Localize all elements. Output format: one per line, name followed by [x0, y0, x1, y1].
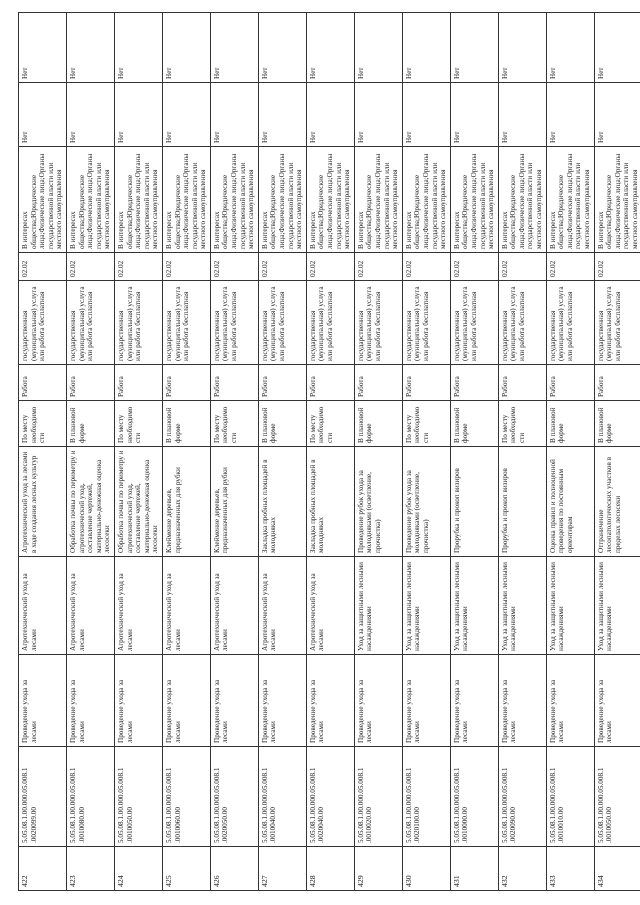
cell-type: Работа	[354, 365, 402, 401]
cell-pub: Нет	[594, 13, 640, 83]
cell-name: Проведение ухода за лесами	[258, 655, 306, 747]
cell-consumer: В интересах общества;Юридические лица;Физические лица;Органы государственной власти или местного самоуправления	[594, 147, 640, 253]
cell-num: 425	[162, 847, 210, 891]
cell-form: По месту необходимости	[114, 401, 162, 447]
cell-okved: 02.02	[450, 253, 498, 281]
cell-num: 433	[546, 847, 594, 891]
cell-paid: государственная (муниципальная) услуга или работа бесплатная	[258, 281, 306, 365]
cell-code: 5.05.08.1.00.000.05.008.1 .0010020.00	[354, 747, 402, 847]
cell-form: В плановой форме	[546, 401, 594, 447]
cell-kind: Агротехнический уход за лесами	[66, 557, 114, 655]
cell-okved: 02.02	[210, 253, 258, 281]
cell-num: 434	[594, 847, 640, 891]
cell-reg: Нет	[450, 83, 498, 147]
cell-paid: государственная (муниципальная) услуга или работа бесплатная	[210, 281, 258, 365]
cell-reg: Нет	[594, 83, 640, 147]
cell-pub: Нет	[162, 13, 210, 83]
table-row	[19, 13, 67, 891]
cell-paid: государственная (муниципальная) услуга или работа бесплатная	[162, 281, 210, 365]
cell-name: Проведение ухода за лесами	[546, 655, 594, 747]
cell-code: 5.05.08.1.00.000.05.008.1 .0010040.00	[258, 747, 306, 847]
cell-paid: государственная (муниципальная) услуга или работа бесплатная	[19, 281, 67, 365]
cell-consumer: В интересах общества;Юридические лица;Физические лица;Органы государственной власти или местного самоуправления	[66, 147, 114, 253]
cell-num: 422	[19, 847, 67, 891]
cell-form: По месту необходимости	[19, 401, 67, 447]
cell-content: Проведение рубок ухода за молодняками (осветление, прочистка)	[354, 447, 402, 557]
cell-code: 5.05.08.1.00.000.05.008.1 .0020100.00	[402, 747, 450, 847]
cell-form: По месту необходимости	[402, 401, 450, 447]
cell-form: По месту необходимости	[306, 401, 354, 447]
cell-pub: Нет	[546, 13, 594, 83]
cell-reg: Нет	[546, 83, 594, 147]
cell-paid: государственная (муниципальная) услуга или работа бесплатная	[114, 281, 162, 365]
cell-name: Проведение ухода за лесами	[498, 655, 546, 747]
cell-okved: 02.02	[19, 253, 67, 281]
cell-reg: Нет	[19, 83, 67, 147]
cell-paid: государственная (муниципальная) услуга или работа бесплатная	[402, 281, 450, 365]
cell-reg: Нет	[258, 83, 306, 147]
cell-content: Оценка правил и полноценной проведения по постоянным ориентирам	[546, 447, 594, 557]
cell-type: Работа	[594, 365, 640, 401]
cell-type: Работа	[450, 365, 498, 401]
cell-content: Закладка пробных площадей в молодняках	[258, 447, 306, 557]
cell-code: 5.05.08.1.00.000.05.008.1 .0020050.00	[210, 747, 258, 847]
cell-name: Проведение ухода за лесами	[19, 655, 67, 747]
cell-consumer: В интересах общества;Юридические лица;Физические лица;Органы государственной власти или местного самоуправления	[498, 147, 546, 253]
cell-name: Проведение ухода за лесами	[594, 655, 640, 747]
cell-kind: Уход за защитными лесными насаждениями	[402, 557, 450, 655]
cell-content: Агротехнический уход за лесами в ходе создания лесных культур	[19, 447, 67, 557]
cell-consumer: В интересах общества;Юридические лица;Физические лица;Органы государственной власти или местного самоуправления	[258, 147, 306, 253]
cell-content: Прорубка и прокоп визиров	[450, 447, 498, 557]
cell-pub: Нет	[450, 13, 498, 83]
cell-reg: Нет	[210, 83, 258, 147]
cell-pub: Нет	[354, 13, 402, 83]
cell-name: Проведение ухода за лесами	[354, 655, 402, 747]
cell-name: Проведение ухода за лесами	[450, 655, 498, 747]
cell-num: 423	[66, 847, 114, 891]
cell-code: 5.05.08.1.00.000.05.008.1 .0010050.00	[594, 747, 640, 847]
cell-type: Работа	[546, 365, 594, 401]
cell-code: 5.05.08.1.00.000.05.008.1 .0020040.00	[306, 747, 354, 847]
cell-paid: государственная (муниципальная) услуга или работа бесплатная	[450, 281, 498, 365]
cell-form: По месту необходимости	[210, 401, 258, 447]
cell-code: 5.05.08.1.00.000.05.008.1 .0010050.00	[114, 747, 162, 847]
cell-name: Проведение ухода за лесами	[114, 655, 162, 747]
table-row	[498, 13, 546, 891]
cell-kind: Агротехнический уход за лесами	[210, 557, 258, 655]
cell-name: Проведение ухода за лесами	[66, 655, 114, 747]
table-row	[450, 13, 498, 891]
cell-num: 432	[498, 847, 546, 891]
cell-okved: 02.02	[402, 253, 450, 281]
cell-num: 429	[354, 847, 402, 891]
cell-paid: государственная (муниципальная) услуга или работа бесплатная	[354, 281, 402, 365]
cell-kind: Агротехнический уход за лесами	[162, 557, 210, 655]
registry-table	[18, 12, 640, 891]
table-row	[114, 13, 162, 891]
cell-consumer: В интересах общества;Юридические лица;Физические лица;Органы государственной власти или местного самоуправления	[19, 147, 67, 253]
cell-okved: 02.02	[66, 253, 114, 281]
cell-type: Работа	[210, 365, 258, 401]
cell-code: 5.05.08.1.00.000.05.008.1 .0020099.00	[19, 747, 67, 847]
cell-okved: 02.02	[354, 253, 402, 281]
cell-pub: Нет	[210, 13, 258, 83]
cell-paid: государственная (муниципальная) услуга или работа бесплатная	[546, 281, 594, 365]
cell-name: Проведение ухода за лесами	[306, 655, 354, 747]
cell-okved: 02.02	[162, 253, 210, 281]
cell-consumer: В интересах общества;Юридические лица;Физические лица;Органы государственной власти или местного самоуправления	[354, 147, 402, 253]
cell-reg: Нет	[306, 83, 354, 147]
cell-consumer: В интересах общества;Юридические лица;Физические лица;Органы государственной власти или местного самоуправления	[306, 147, 354, 253]
registry-table-body	[19, 13, 640, 891]
cell-type: Работа	[19, 365, 67, 401]
cell-pub: Нет	[19, 13, 67, 83]
cell-num: 430	[402, 847, 450, 891]
cell-type: Работа	[66, 365, 114, 401]
cell-reg: Нет	[354, 83, 402, 147]
cell-num: 426	[210, 847, 258, 891]
cell-content: Клеймение деревьев, предназначенных для рубки	[210, 447, 258, 557]
cell-form: В плановой форме	[594, 401, 640, 447]
cell-form: В плановой форме	[258, 401, 306, 447]
cell-pub: Нет	[66, 13, 114, 83]
cell-type: Работа	[162, 365, 210, 401]
cell-content: Обработка почвы по периметру и агротехнический уход, составление чертежей, материально-денежная оценка лесосеки	[114, 447, 162, 557]
table-row	[594, 13, 640, 891]
cell-consumer: В интересах общества;Юридические лица;Физические лица;Органы государственной власти или местного самоуправления	[450, 147, 498, 253]
table-row	[210, 13, 258, 891]
cell-consumer: В интересах общества;Юридические лица;Физические лица;Органы государственной власти или местного самоуправления	[162, 147, 210, 253]
cell-consumer: В интересах общества;Юридические лица;Физические лица;Органы государственной власти или местного самоуправления	[114, 147, 162, 253]
cell-code: 5.05.08.1.00.000.05.008.1 .0010010.00	[546, 747, 594, 847]
cell-consumer: В интересах общества;Юридические лица;Физические лица;Органы государственной власти или местного самоуправления	[210, 147, 258, 253]
cell-kind: Уход за защитными лесными насаждениями	[594, 557, 640, 655]
table-row	[546, 13, 594, 891]
cell-kind: Агротехнический уход за лесами	[306, 557, 354, 655]
cell-consumer: В интересах общества;Юридические лица;Физические лица;Органы государственной власти или местного самоуправления	[402, 147, 450, 253]
cell-num: 424	[114, 847, 162, 891]
cell-paid: государственная (муниципальная) услуга или работа бесплатная	[498, 281, 546, 365]
table-row	[258, 13, 306, 891]
cell-kind: Уход за защитными лесными насаждениями	[546, 557, 594, 655]
cell-pub: Нет	[402, 13, 450, 83]
cell-form: В плановой форме	[162, 401, 210, 447]
cell-code: 5.05.08.1.00.000.05.008.1 .0020090.00	[498, 747, 546, 847]
cell-content: Отграничение лесопатологических участков в пределах лесосеки	[594, 447, 640, 557]
cell-okved: 02.02	[594, 253, 640, 281]
cell-kind: Агротехнический уход за лесами	[19, 557, 67, 655]
table-row	[66, 13, 114, 891]
cell-paid: государственная (муниципальная) услуга или работа бесплатная	[66, 281, 114, 365]
cell-reg: Нет	[162, 83, 210, 147]
cell-name: Проведение ухода за лесами	[210, 655, 258, 747]
cell-content: Клеймение деревьев, предназначенных для рубки	[162, 447, 210, 557]
cell-type: Работа	[258, 365, 306, 401]
cell-form: В плановой форме	[354, 401, 402, 447]
cell-num: 431	[450, 847, 498, 891]
cell-pub: Нет	[258, 13, 306, 83]
cell-form: По месту необходимости	[498, 401, 546, 447]
cell-content: Прорубка и прокоп визиров	[498, 447, 546, 557]
cell-type: Работа	[114, 365, 162, 401]
cell-type: Работа	[498, 365, 546, 401]
cell-code: 5.05.08.1.00.000.05.008.1 .0010080.00	[66, 747, 114, 847]
cell-consumer: В интересах общества;Юридические лица;Физические лица;Органы государственной власти или местного самоуправления	[546, 147, 594, 253]
cell-okved: 02.02	[546, 253, 594, 281]
table-row	[354, 13, 402, 891]
cell-form: В плановой форме	[66, 401, 114, 447]
cell-okved: 02.02	[306, 253, 354, 281]
cell-kind: Агротехнический уход за лесами	[258, 557, 306, 655]
table-row	[306, 13, 354, 891]
cell-content: Обработка почвы по периметру и агротехнический уход, составление чертежей, материально-денежная оценка лесосеки	[66, 447, 114, 557]
cell-okved: 02.02	[498, 253, 546, 281]
cell-kind: Уход за защитными лесными насаждениями	[450, 557, 498, 655]
cell-reg: Нет	[402, 83, 450, 147]
cell-form: В плановой форме	[450, 401, 498, 447]
cell-pub: Нет	[306, 13, 354, 83]
cell-okved: 02.02	[258, 253, 306, 281]
cell-content: Проведение рубок ухода за молодняками (осветление, прочистка)	[402, 447, 450, 557]
cell-kind: Уход за защитными лесными насаждениями	[354, 557, 402, 655]
cell-content: Закладка пробных площадей в молодняках	[306, 447, 354, 557]
cell-pub: Нет	[114, 13, 162, 83]
cell-type: Работа	[402, 365, 450, 401]
cell-code: 5.05.08.1.00.000.05.008.1 .0010000.00	[450, 747, 498, 847]
cell-kind: Агротехнический уход за лесами	[114, 557, 162, 655]
cell-name: Проведение ухода за лесами	[402, 655, 450, 747]
cell-reg: Нет	[66, 83, 114, 147]
cell-num: 427	[258, 847, 306, 891]
cell-reg: Нет	[498, 83, 546, 147]
cell-reg: Нет	[114, 83, 162, 147]
cell-okved: 02.02	[114, 253, 162, 281]
cell-pub: Нет	[498, 13, 546, 83]
cell-paid: государственная (муниципальная) услуга или работа бесплатная	[594, 281, 640, 365]
table-row	[402, 13, 450, 891]
cell-type: Работа	[306, 365, 354, 401]
cell-name: Проведение ухода за лесами	[162, 655, 210, 747]
cell-kind: Уход за защитными лесными насаждениями	[498, 557, 546, 655]
cell-paid: государственная (муниципальная) услуга или работа бесплатная	[306, 281, 354, 365]
cell-num: 428	[306, 847, 354, 891]
table-row	[162, 13, 210, 891]
cell-code: 5.05.08.1.00.000.05.008.1 .0010060.00	[162, 747, 210, 847]
